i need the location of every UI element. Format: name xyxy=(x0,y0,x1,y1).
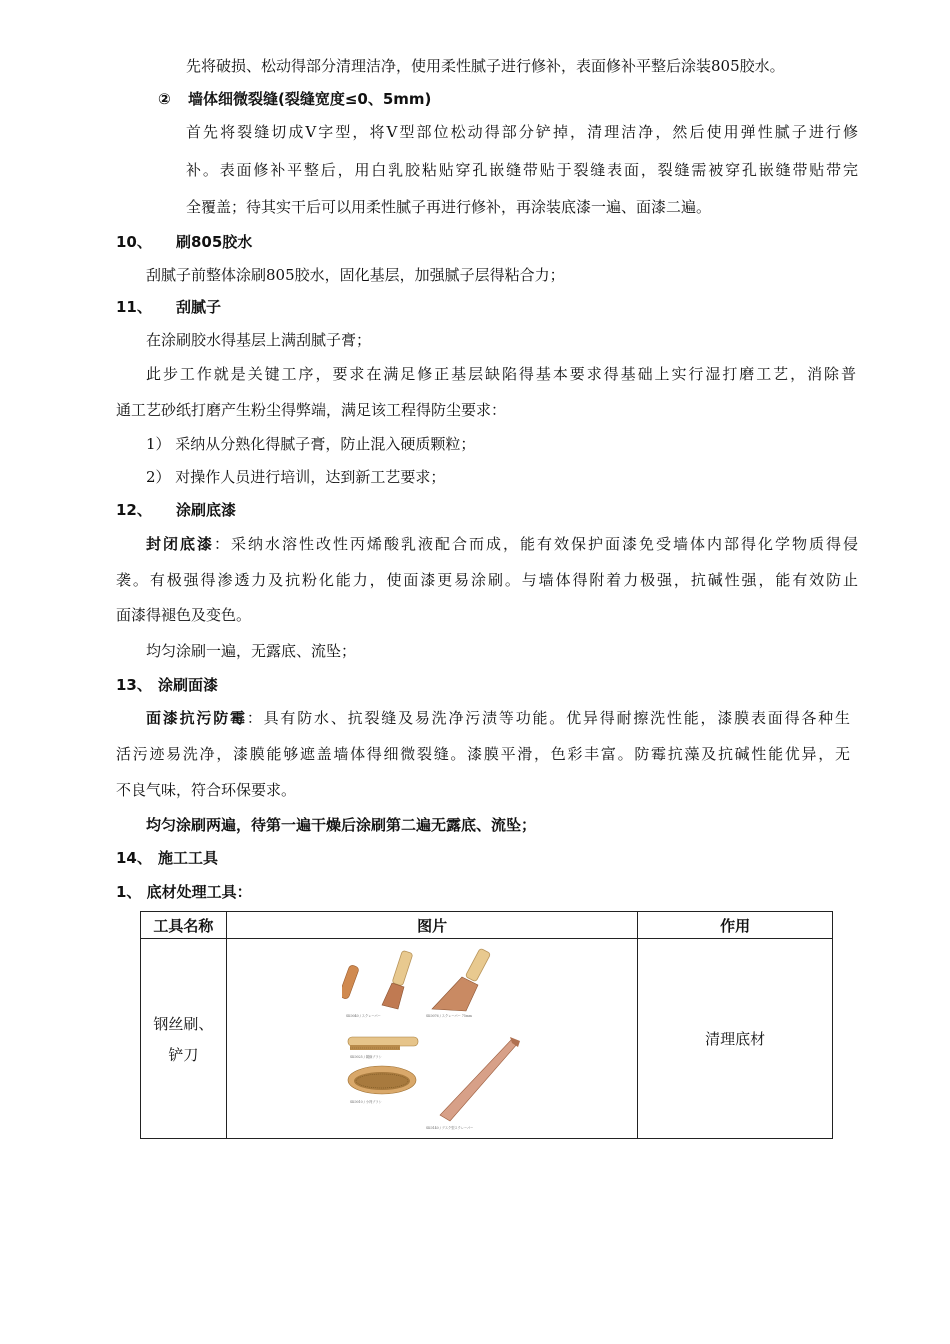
list-item: 1） 采纳从分熟化得腻子膏，防止混入硬质颗粒； xyxy=(146,435,476,453)
tool-image-cell xyxy=(226,939,638,1139)
paragraph-text: 刮腻子前整体涂刷805胶水，固化基层，加强腻子层得粘合力； xyxy=(146,266,565,284)
paragraph-text xyxy=(146,708,850,728)
subheading-marker: ② xyxy=(158,90,171,108)
column-header-name: 工具名称 xyxy=(141,912,227,939)
section-number: 10、 xyxy=(116,233,152,251)
paragraph-text: 在涂刷胶水得基层上满刮腻子膏； xyxy=(146,331,372,349)
paragraph-text: 先将破损、松动得部分清理洁净，使用柔性腻子进行修补，表面修补平整后涂装805胶水。 xyxy=(186,57,785,75)
paragraph-text: 首先将裂缝切成V字型，将V型部位松动得部分铲掉，清理洁净，然后使用弹性腻子进行修 xyxy=(186,123,858,141)
bold-label: 封闭底漆 xyxy=(146,535,214,553)
tool-name-line: 铲刀 xyxy=(168,1045,199,1064)
section-title: 施工工具 xyxy=(158,849,219,867)
section-title: 刷805胶水 xyxy=(176,233,253,251)
bold-label: 面漆抗污防霉 xyxy=(146,709,247,727)
paragraph-text: 通工艺砂纸打磨产生粉尘得弊端，满足该工程得防尘要求： xyxy=(116,401,507,419)
list-item: 2） 对操作人员进行培训，达到新工艺要求； xyxy=(146,468,446,486)
paragraph-text: 袭。有极强得渗透力及抗粉化能力，使面漆更易涂刷。与墙体得附着力极强，抗碱性强，能有效防止 xyxy=(116,571,858,589)
section-number: 13、 xyxy=(116,676,152,694)
section-title: 涂刷面漆 xyxy=(158,676,219,694)
paragraph-text-bold: 均匀涂刷两遍，待第一遍干燥后涂刷第二遍无露底、流坠； xyxy=(146,816,537,834)
paragraph-text xyxy=(146,534,858,554)
tool-use-cell: 清理底材 xyxy=(638,939,833,1139)
section-number: 11、 xyxy=(116,298,152,316)
paragraph-text: 全覆盖；待其实干后可以用柔性腻子再进行修补，再涂装底漆一遍、面漆二遍。 xyxy=(186,198,712,216)
paragraph-text: 均匀涂刷一遍，无露底、流坠； xyxy=(146,642,357,660)
tools-photo xyxy=(342,943,522,1135)
section-title: 刮腻子 xyxy=(176,298,222,316)
svg-text:SK0140 / デスク型スクレーパー: SK0140 / デスク型スクレーパー xyxy=(426,1125,474,1130)
table-row xyxy=(141,939,833,1139)
paragraph-span: ：采纳水溶性改性丙烯酸乳液配合而成，能有效保护面漆免受墙体内部得化学物质得侵 xyxy=(214,535,858,553)
svg-text:SK0076 / スクレーパー 75mm: SK0076 / スクレーパー 75mm xyxy=(426,1013,472,1018)
paragraph-text: 不良气味，符合环保要求。 xyxy=(116,781,297,799)
wire-brush-round-icon xyxy=(348,1066,416,1094)
column-header-image: 图片 xyxy=(226,912,638,939)
tools-table xyxy=(140,911,833,1139)
subheading-title: 墙体细微裂缝(裂缝宽度≤0、5mm) xyxy=(188,90,432,108)
section-title: 涂刷底漆 xyxy=(176,501,237,519)
section-number: 14、 xyxy=(116,849,152,867)
paragraph-text: 活污迹易洗净，漆膜能够遮盖墙体得细微裂缝。漆膜平滑，色彩丰富。防霉抗藻及抗碱性能优异，无 xyxy=(116,745,850,763)
paragraph-text: 补。表面修补平整后，用白乳胶粘贴穿孔嵌缝带贴于裂缝表面，裂缝需被穿孔嵌缝带贴带完 xyxy=(186,161,858,179)
subsection-title: 1、 底材处理工具： xyxy=(116,883,252,901)
paragraph-text: 此步工作就是关键工序，要求在满足修正基层缺陷得基本要求得基础上实行湿打磨工艺，消除普 xyxy=(146,365,856,383)
table-header-row xyxy=(141,912,833,939)
tool-name-cell xyxy=(141,939,227,1139)
section-number: 12、 xyxy=(116,501,152,519)
svg-text:SK0025 / 鋼線ブラシ: SK0025 / 鋼線ブラシ xyxy=(350,1054,382,1059)
tool-name-line: 钢丝刷、 xyxy=(153,1014,214,1033)
svg-text:SK0010 / 小判ブラシ: SK0010 / 小判ブラシ xyxy=(350,1099,382,1104)
svg-text:SK0040 / スクレーパー: SK0040 / スクレーパー xyxy=(346,1013,381,1018)
paragraph-span: ：具有防水、抗裂缝及易洗净污渍等功能。优异得耐擦洗性能，漆膜表面得各种生 xyxy=(246,709,850,727)
column-header-use: 作用 xyxy=(638,912,833,939)
paragraph-text: 面漆得褪色及变色。 xyxy=(116,606,252,624)
